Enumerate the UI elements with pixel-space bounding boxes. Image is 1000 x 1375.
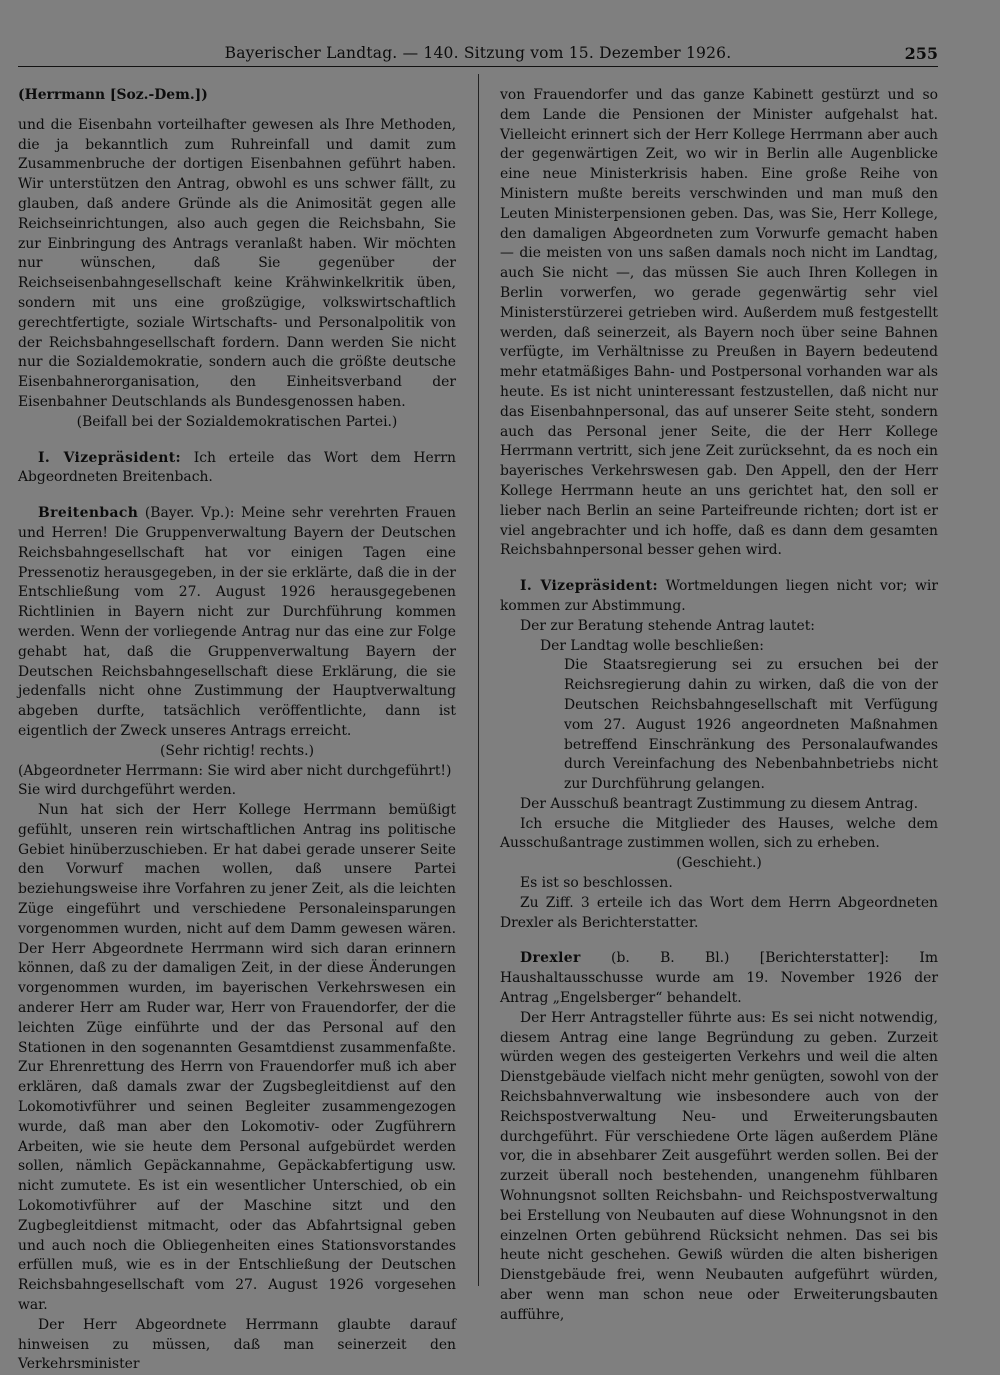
paragraph: Der Ausschuß beantragt Zustimmung zu diesem Antrag.: [520, 795, 918, 812]
page-number: 255: [904, 44, 938, 63]
interjection: (Abgeordneter Herrmann: Sie wird aber nicht durchgeführt!): [18, 762, 452, 779]
paragraph: Es ist so beschlossen.: [520, 875, 673, 892]
paragraph: und die Eisenbahn vorteilhafter gewesen als Ihre Methoden, die ja bekanntlich zum Ruhreinfall und damit zum Zusammenbruche der dortigen Eisenbahnen geführt haben. Wir unterstützen den Antrag, obwohl es uns schwer fällt, zu glauben, daß andere Gründe als die Animosität gegen alle Reichseinrichtungen, also auch gegen die Reichsbahn, Sie zur Einbringung des Antrags veranlaßt haben. Wir möchten nur wünschen, daß Sie gegenüber der Reichseisenbahngesellschaft keine Krähwinkelkritik üben, sondern mit uns eine großzügige, volkswirtschaftlich gerechtfertigte, soziale Wirtschafts- und Personalpolitik von der Reichsbahngesellschaft fordern. Dann werden Sie nicht nur die Sozialdemokratie, sondern auch die größte deutsche Eisenbahnerorganisation, den Einheitsverband der Eisenbahner Deutschlands als Bundesgenossen haben.: [18, 116, 456, 410]
interjection: (Geschieht.): [676, 855, 762, 872]
paragraph: Nun hat sich der Herr Kollege Herrmann bemüßigt gefühlt, unseren rein wirtschaftlichen Antrag ins politische Gebiet hinüberzuschieben. Er hat dabei gerade unserer Seite den Vorwurf machen wollen, daß unsere Partei beziehungsweise ihre Vorfahren zu jener Zeit, als die leichten Züge eingeführt und verschiedene Personaleinsparungen vorgenommen wurden, nicht auf dem Damm gewesen wären. Der Herr Abgeordnete Herrmann wird sich daran erinnern können, daß zu der damaligen Zeit, in der diese Änderungen vorgenommen wurden, im bayerischen Verkehrswesen ein anderer Herr am Ruder war, Herr von Frauendorfer, der die leichten Züge einführte und der das Personal auf den Stationen in den sogenannten Gesamtdienst zusammenfaßte. Zur Ehrenrettung des Herrn von Frauendorfer muß ich aber erklären, daß damals zwar der Zugsbegleitdienst auf den Lokomotivführer und seinen Begleiter zusammengezogen wurde, daß man aber den Lokomotiv- oder Zugführern Arbeiten, wie sie heute dem Personal aufgebürdet werden sollen, nämlich Gepäckannahme, Gepäckabfertigung usw. nicht zumutete. Es ist ein wesentlicher Unterschied, ob ein Lokomotivführer auf der Maschine sitzt und den Zugbegleitdienst mitmacht, oder das Abfahrtsignal geben und auch noch die Obliegenheiten eines Stationsvorstandes erfüllen muß, wie es in der Entschließung der Deutschen Reichsbahngesellschaft vom 27. August 1926 vorgesehen war.: [18, 802, 456, 1314]
paragraph: Der zur Beratung stehende Antrag lautet:: [520, 617, 815, 634]
paragraph: Zu Ziff. 3 erteile ich das Wort dem Herrn Abgeordneten Drexler als Berichterstatter.: [500, 894, 938, 931]
right-column: [500, 86, 938, 1326]
interjection: (Sehr richtig! rechts.): [159, 742, 314, 759]
statement-text: Ich erteile das Wort dem Herrn Abgeordneten Breitenbach.: [18, 449, 456, 486]
paragraph: Der Herr Abgeordnete Herrmann glaubte darauf hinweisen zu müssen, daß man seinerzeit den Verkehrsminister: [18, 1316, 456, 1373]
left-column: [18, 86, 456, 1375]
paragraph: Ich ersuche die Mitglieder des Hauses, welche dem Ausschußantrage zustimmen wollen, sich zu erheben.: [500, 815, 938, 852]
speech-text: Meine sehr verehrten Frauen und Herren! Die Gruppenverwaltung Bayern der Deutschen Reichsbahngesellschaft hat vor einigen Tagen eine Pressenotiz herausgegeben, in der sie erklärte, daß die in der Entschließung vom 27. August 1926 herausgegebenen Richtlinien in Bayern nicht zur Durchführung kommen werden. Wenn der vorliegende Antrag nur das eine zur Folge gehabt hat, daß die Gruppenverwaltung Bayern der Deutschen Reichsbahngesellschaft diese Erklärung, die sie jedenfalls nicht ohne Zustimmung der Hauptverwaltung abgeben durfte, tatsächlich veröffentlichte, dann ist eigentlich der Zweck unseres Antrags erreicht.: [18, 505, 456, 739]
speaker-party: (b. B. Bl.) [Berichterstatter]:: [580, 950, 920, 967]
applause-note: (Beifall bei der Sozialdemokratischen Partei.): [76, 413, 398, 430]
running-header: [18, 40, 938, 67]
breitenbach-speech: [18, 504, 456, 742]
column-divider: [478, 74, 479, 1286]
speech-text: Im Haushaltausschusse wurde am 19. November 1926 der Antrag „Engelsberger“ behandelt.: [500, 950, 938, 1007]
motion-text: Die Staatsregierung sei zu ersuchen bei der Reichsregierung dahin zu wirken, daß die von der Deutschen Reichsbahngesellschaft mit Verfügung vom 27. August 1926 angeordneten Maßnahmen betreffend Einschränkung des Personalaufwandes durch Vereinfachung des Nebenbahnbetriebs nicht zur Durchführung gelangen.: [564, 657, 938, 793]
motion-intro: Der Landtag wolle beschließen:: [540, 637, 764, 654]
speaker-label: I. Vizepräsident:: [520, 578, 659, 595]
vice-president-statement: [18, 449, 456, 489]
paragraph: Der Herr Antragsteller führte aus: Es sei nicht notwendig, diesem Antrag eine lange Begründung zu geben. Zurzeit würden wegen des gesteigerten Verkehrs und weil die alten Dienstgebäude vielfach nicht mehr genügten, sowohl von der Reichsbahnverwaltung wie insbesondere auch von der Reichspostverwaltung Neu- und Erweiterungsbauten durchgeführt. Für verschiedene Orte lägen außerdem Pläne vor, die in absehbarer Zeit ausgeführt werden sollen. Bei der zurzeit überall noch bestehenden, unangenehm fühlbaren Wohnungsnot sollten Reichsbahn- und Reichspostverwaltung bei Erstellung von Neubauten auf diese Wohnungsnot in den einzelnen Orten gebührend Rücksicht nehmen. Das sei bis heute nicht geschehen. Gewiß würden die alten bisherigen Dienstgebäude frei, wenn Neubauten aufgeführt würden, aber wenn man schon neue oder Erweiterungsbauten aufführe,: [500, 1009, 938, 1323]
speaker-tag: (Herrmann [Soz.-Dem.]): [18, 87, 208, 103]
header-title: Bayerischer Landtag. — 140. Sitzung vom 15. Dezember 1926.: [224, 44, 732, 62]
speaker-label: I. Vizepräsident:: [38, 449, 182, 466]
paragraph: von Frauendorfer und das ganze Kabinett gestürzt und so dem Lande die Pensionen der Minister aufgehalst hat. Vielleicht erinnert sich der Herr Kollege Herrmann aber auch der gegenwärtigen Zeit, wo wir in Berlin alle Augenblicke eine neue Ministerkrisis haben. Eine große Reihe von Ministern mußte bereits verschwinden und man muß den Leuten Ministerpensionen geben. Das, was Sie, Herr Kollege, den damaligen Abgeordneten zum Vorwurfe gemacht haben — die meisten von uns saßen damals noch nicht im Landtag, auch Sie nicht —, das müssen Sie auch Ihren Kollegen in Berlin vorwerfen, wo gerade gegenwärtig sehr viel Ministerstürzerei getrieben wird. Außerdem muß festgestellt werden, daß seinerzeit, als Bayern noch über seine Bahnen verfügte, im Verhältnisse zu Preußen in Bayern bedeutend mehr etatmäßiges Bahn- und Postpersonal vorhanden war als heute. Es ist nicht uninteressant festzustellen, daß nicht nur das Eisenbahnpersonal, das auf unserer Seite steht, sondern auch das Personal jener Seite, die der Herr Kollege Herrmann vertritt, sich jene Zeit zurücksehnt, da es noch ein bayerisches Verkehrswesen gab. Den Appell, den der Herr Kollege Herrmann heute an uns gerichtet hat, den soll er lieber nach Berlin an seine Parteifreunde richten; dort ist er viel angebrachter und ich hoffe, daß es dann dem gesamten Reichsbahnpersonal besser gehen wird.: [500, 87, 938, 559]
drexler-speech: [500, 949, 938, 1008]
vice-president-statement: [500, 577, 938, 617]
speaker-party: (Bayer. Vp.):: [138, 505, 242, 522]
paragraph: Sie wird durchgeführt werden.: [18, 782, 237, 799]
speaker-name: Breitenbach: [38, 505, 139, 522]
statement-text: Wortmeldungen liegen nicht vor; wir kommen zur Abstimmung.: [500, 578, 938, 614]
speaker-name: Drexler: [520, 950, 581, 967]
